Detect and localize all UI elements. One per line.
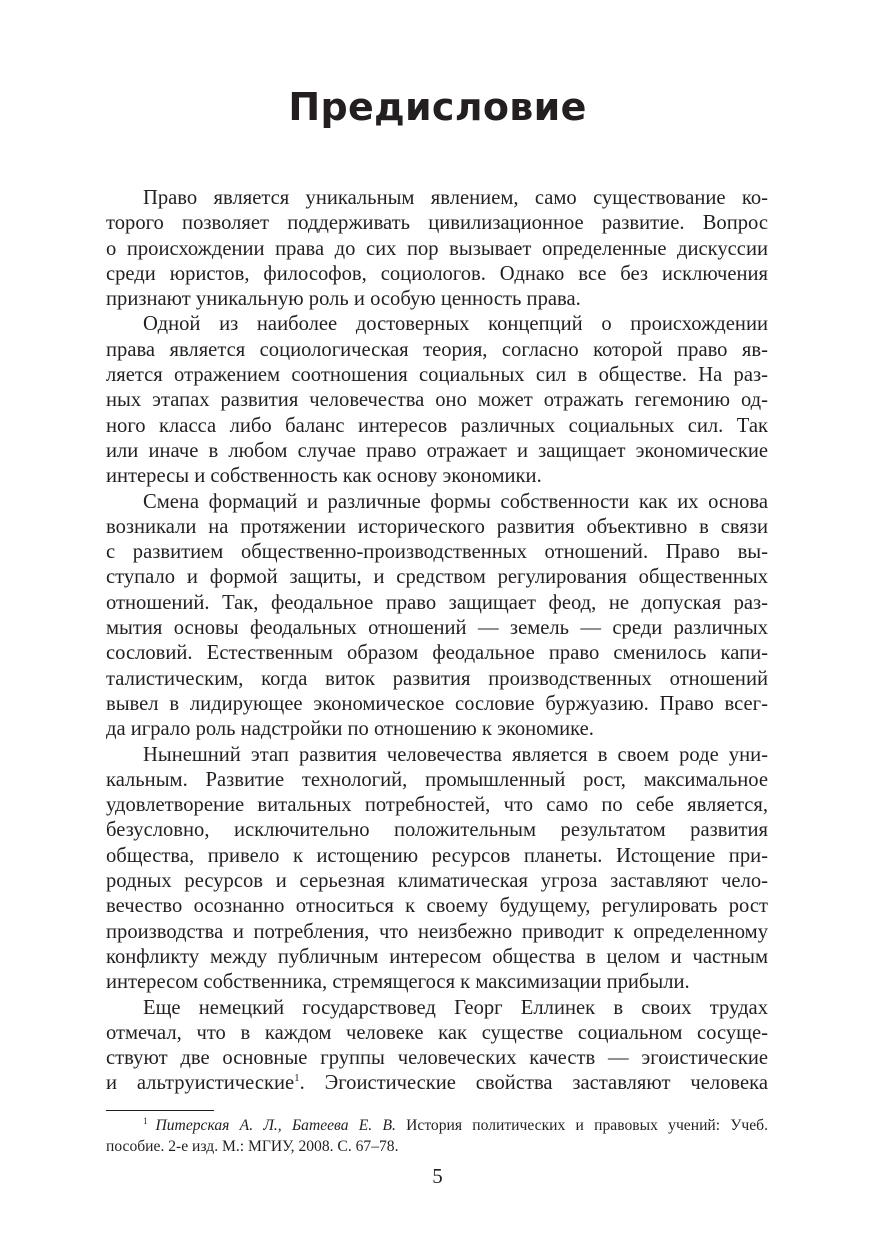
text-line: отмечал, что в каждом человеке как существе социальном сосуще- <box>106 1021 768 1044</box>
text-line: Нынешний этап развития человечества является в своем роде уни- <box>143 743 768 766</box>
text-line: признают уникальную роль и особую ценность права. <box>106 288 581 311</box>
text-line: ного класса либо баланс интересов различных социальных сил. Так <box>106 414 768 437</box>
text-line: с развитием общественно-производственных отношений. Право вы- <box>106 541 768 564</box>
text-line: вывел в лидирующее экономическое сословие буржуазию. Право всег- <box>106 692 768 715</box>
footnote-line <box>106 1116 768 1137</box>
footnote-authors: Питерская А. Л., Батеева Е. В. <box>155 1117 396 1134</box>
text-line: или иначе в любом случае право отражает и защищает экономические <box>106 439 768 462</box>
text-line: интересы и собственность как основу экономики. <box>106 465 542 488</box>
text-line: сословий. Естественным образом феодальное право сменилось капи- <box>106 642 768 665</box>
paragraph <box>106 490 768 743</box>
text-line: Смена формаций и различные формы собственности как их основа <box>143 490 768 513</box>
text-line: интересом собственника, стремящегося к максимизации прибыли. <box>106 971 690 994</box>
text-line: торого позволяет поддерживать цивилизационное развитие. Вопрос <box>106 212 768 235</box>
footnote-number: 1 <box>143 1115 148 1126</box>
text-line: общества, привело к истощению ресурсов планеты. Истощение при- <box>106 844 768 867</box>
footnote <box>106 1116 768 1157</box>
footnote-text: История политических и правовых учений: Учеб. <box>395 1117 768 1134</box>
text-line: отношений. Так, феодальное право защищает феод, не допуская раз- <box>106 591 768 614</box>
text-line: мытия основы феодальных отношений — земель — среди различных <box>106 617 768 640</box>
text-line: безусловно, исключительно положительным результатом развития <box>106 819 768 842</box>
text-line: производства и потребления, что неизбежно приводит к определенному <box>106 920 768 943</box>
footnote-line: пособие. 2-е изд. М.: МГИУ, 2008. С. 67–78. <box>106 1137 399 1155</box>
body-text <box>106 186 768 1097</box>
text-line: конфликту между публичным интересом общества в целом и частным <box>106 945 768 968</box>
paragraph <box>106 743 768 996</box>
text-line: родных ресурсов и серьезная климатическая угроза заставляют чело- <box>106 870 768 893</box>
text-line: Еще немецкий государствовед Георг Еллинек в своих трудах <box>143 996 768 1019</box>
page-number: 5 <box>432 1164 443 1188</box>
footnote-reference[interactable]: 1 <box>294 1072 300 1085</box>
text-line: возникали на протяжении исторического развития объективно в связи <box>106 515 768 538</box>
text-line: среди юристов, философов, социологов. Однако все без исключения <box>106 262 768 285</box>
text-line: ствуют две основные группы человеческих качеств — эгоистические <box>106 1047 768 1070</box>
text-fragment: и альтруистические <box>106 1072 295 1095</box>
paragraph <box>106 186 768 312</box>
text-line <box>106 1071 768 1096</box>
page-title: Предисловие <box>288 85 587 129</box>
text-line: Право является уникальным явлением, само существование ко- <box>143 187 768 209</box>
text-line: ных этапах развития человечества оно может отражать гегемонию од- <box>106 389 768 412</box>
text-line: удовлетворение витальных потребностей, что само по себе является, <box>106 794 768 817</box>
paragraph <box>106 312 768 489</box>
text-line: Одной из наиболее достоверных концепций о происхождении <box>143 313 768 336</box>
text-line: ляется отражением соотношения социальных сил в обществе. На раз- <box>106 364 768 387</box>
text-line: ступало и формой защиты, и средством регулирования общественных <box>106 566 768 589</box>
paragraph <box>106 996 768 1097</box>
text-line: права является социологическая теория, согласно которой право яв- <box>106 338 768 361</box>
text-line: талистическим, когда виток развития производственных отношений <box>106 667 768 690</box>
text-line: вечество осознанно относиться к своему будущему, регулировать рост <box>106 895 768 918</box>
text-fragment: . Эгоистические свойства заставляют человека <box>299 1072 768 1095</box>
text-line: кальным. Развитие технологий, промышленный рост, максимальное <box>106 768 768 791</box>
text-line: о происхождении права до сих пор вызывает определенные дискуссии <box>106 237 768 260</box>
text-line: да играло роль надстройки по отношению к экономике. <box>106 718 594 741</box>
footnote-divider <box>106 1110 214 1111</box>
